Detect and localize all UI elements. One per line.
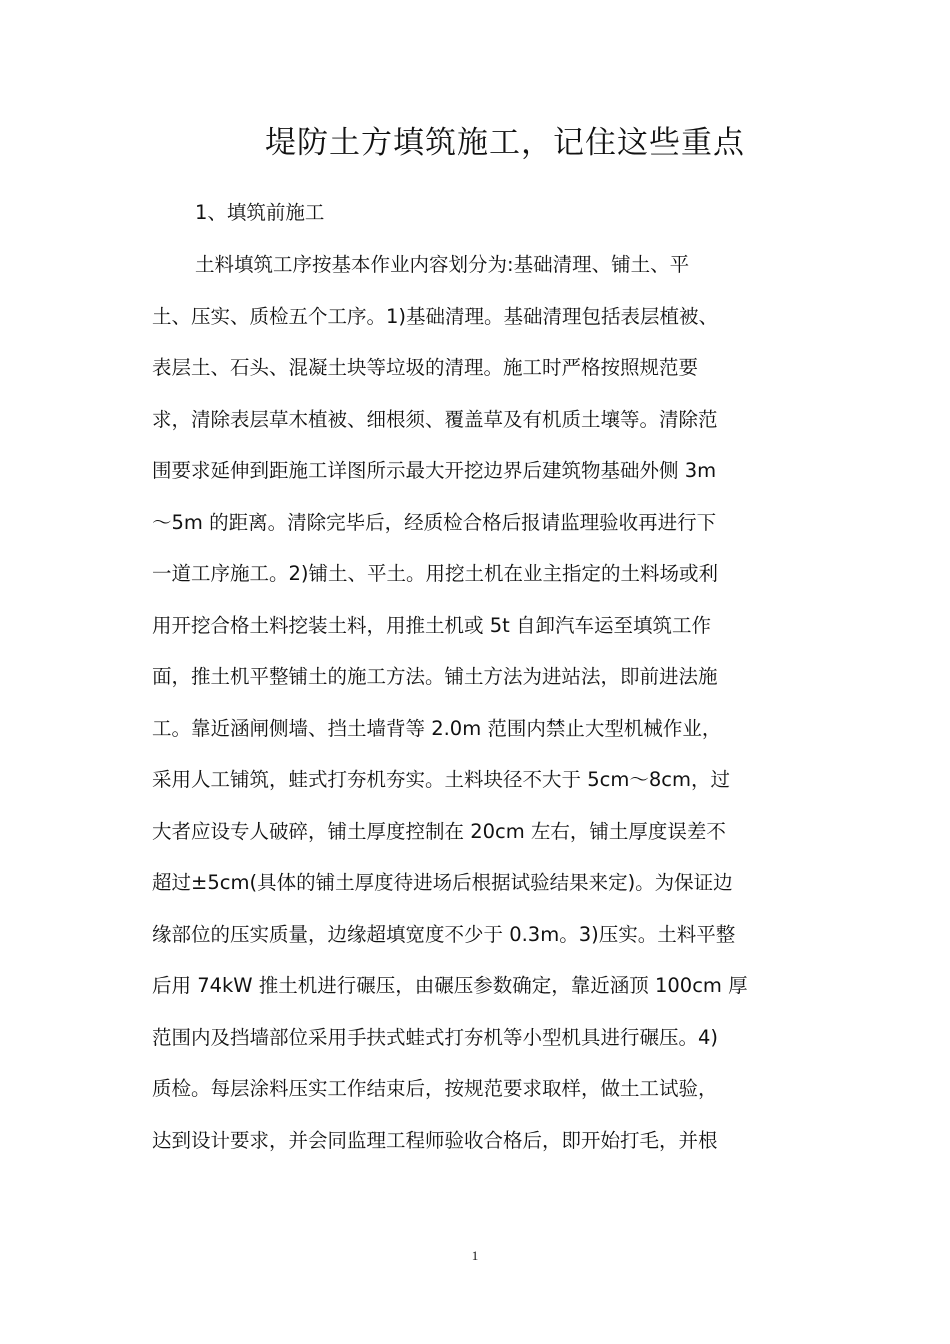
body-line: 围要求延伸到距施工详图所示最大开挖边界后建筑物基础外侧 3m [152, 459, 717, 482]
body-line: 土料填筑工序按基本作业内容划分为:基础清理、铺土、平 [195, 253, 690, 276]
body-line: 面，推土机平整铺土的施工方法。铺土方法为进站法，即前进法施 [152, 665, 718, 688]
body-line: 缘部位的压实质量，边缘超填宽度不少于 0.3m。3)压实。土料平整 [152, 923, 736, 946]
body-line: 超过±5cm(具体的铺土厚度待进场后根据试验结果来定)。为保证边 [152, 871, 733, 894]
section-heading: 1、填筑前施工 [195, 201, 325, 224]
body-line: 后用 74kW 推土机进行碾压，由碾压参数确定，靠近涵顶 100cm 厚 [152, 974, 748, 997]
body-line: 求，清除表层草木植被、细根须、覆盖草及有机质土壤等。清除范 [152, 408, 718, 431]
body-line: 质检。每层涂料压实工作结束后，按规范要求取样，做土工试验， [152, 1077, 718, 1100]
document-title: 堤防土方填筑施工，记住这些重点 [265, 125, 745, 161]
body-line: 采用人工铺筑，蛙式打夯机夯实。土料块径不大于 5cm～8cm，过 [152, 768, 730, 791]
body-line: ～5m 的距离。清除完毕后，经质检合格后报请监理验收再进行下 [152, 511, 717, 534]
body-line: 表层土、石头、混凝土块等垃圾的清理。施工时严格按照规范要 [152, 356, 699, 379]
body-line: 范围内及挡墙部位采用手扶式蛙式打夯机等小型机具进行碾压。4) [152, 1026, 719, 1049]
body-line: 用开挖合格土料挖装土料，用推土机或 5t 自卸汽车运至填筑工作 [152, 614, 711, 637]
body-line: 大者应设专人破碎，铺土厚度控制在 20cm 左右，铺土厚度误差不 [152, 820, 726, 843]
body-line: 土、压实、质检五个工序。1)基础清理。基础清理包括表层植被、 [152, 305, 719, 328]
page-number: 1 [471, 1248, 479, 1263]
body-line: 一道工序施工。2)铺土、平土。用挖土机在业主指定的土料场或利 [152, 562, 719, 585]
body-line: 达到设计要求，并会同监理工程师验收合格后，即开始打毛，并根 [152, 1129, 718, 1152]
body-line: 工。靠近涵闸侧墙、挡土墙背等 2.0m 范围内禁止大型机械作业， [152, 717, 722, 740]
